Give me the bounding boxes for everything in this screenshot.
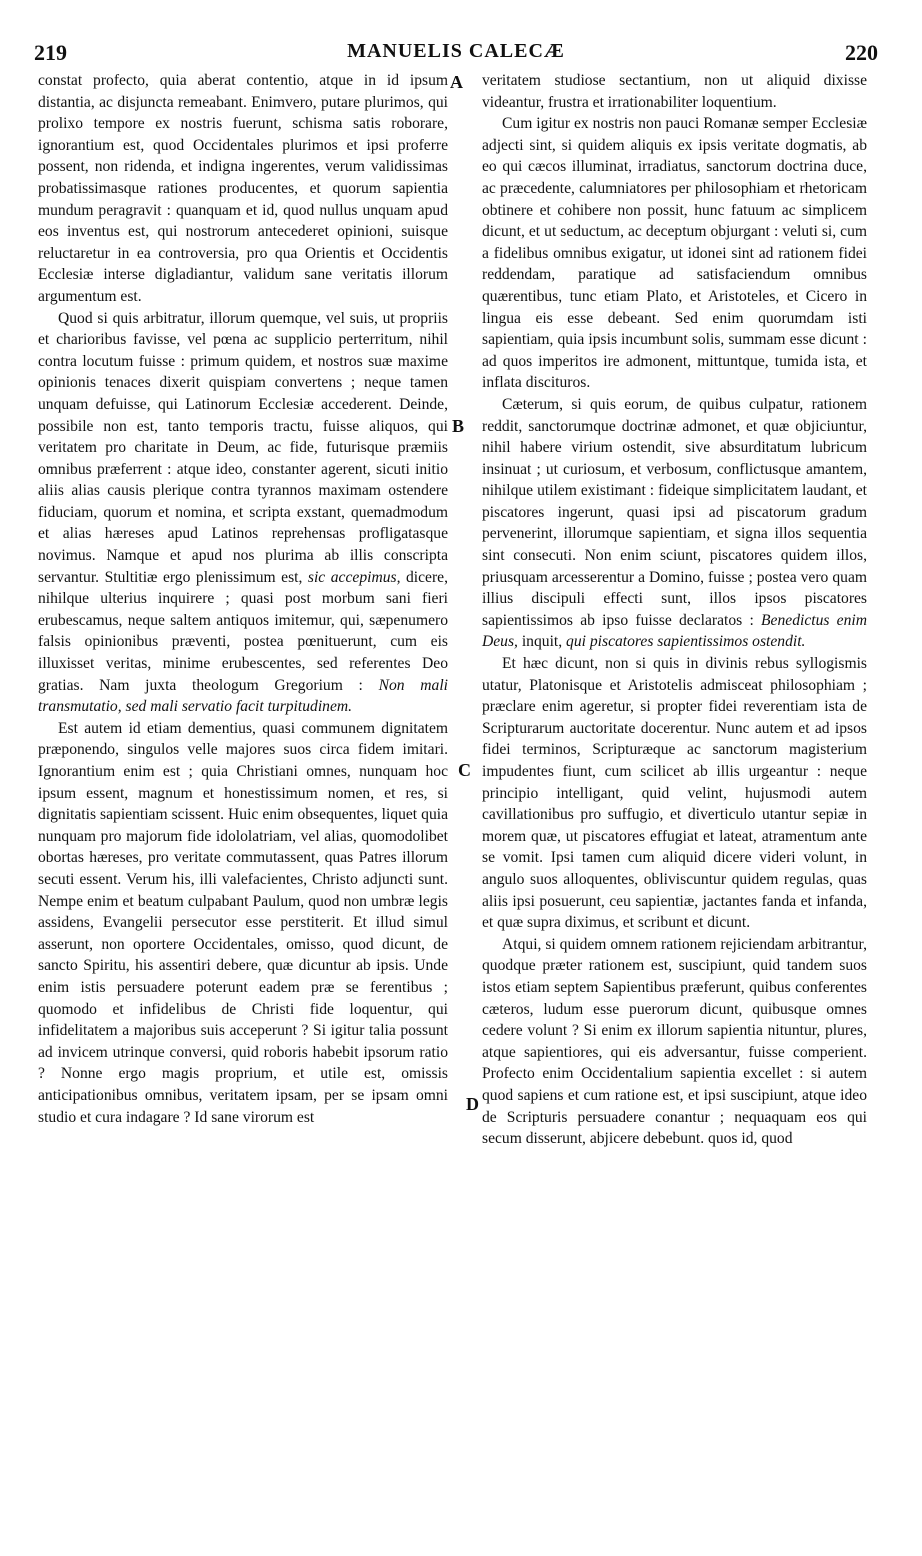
right-paragraph-2: Cum igitur ex nostris non pauci Romanæ semper Ecclesiæ adjecti sint, si quidem aliquis ex ipsis veritate dogmatis, ab eo qui cæcos illuminat, irradiatus, sanctorum doctrina duce, ac præcedente, calumniatores per philosophiam et rhetoricam obtinere et cohibere non possit, hunc fatuum ac simplicem dicunt, et ut seductum, ac deceptum objurgant : veluti si, cum a fidelibus omnibus exigatur, ut idonei sint ad rationem fidei reddendam, paratique ad satisfaciendum omnibus quærentibus, tunc etiam Plato, et Aristoteles, et Cicero in lingua eis esse debeant. Sed enim quorumdam isti sapientiam, quia ipsis incumbunt solis, summam esse dicunt : ad quos imperitos ire admonent, mittuntque, tumida ista, et inflata discituros. (482, 115, 867, 392)
page-number-left: 219 (34, 40, 67, 65)
right-p3-text-b: inquit, (517, 633, 567, 651)
left-p2-text-b: dicere, nihilque ulterius inquirere ; quasi post morbum sani fieri erubescamus, neque saltem antiquos imitemur, qui, sæpenumero falsis opinionibus præventi, postea pœnituerunt, cum eis illuxisset veritas, minime erubescentes, sed referentes Deo gratias. Nam juxta theologum Gregorium : (38, 568, 448, 694)
right-paragraph-5: Atqui, si quidem omnem rationem rejiciendam arbitrantur, quodque præter rationem est, suscipiunt, quid tandem suos istos etiam septem Sapientibus præferunt, quibus conferentes cæteros, ludum esse puerorum dicunt, quibusque omnes cedere volunt ? Si enim ex illorum sapientia nituntur, plures, atque sapientiores, qui eis adversantur, fuisse comperient. Profecto enim Occidentalium sapientia excellet : si autem quod sapiens et cum ratione est, et ipsi suscipiunt, atque ideo de Scripturis persuadere conantur ; nequaquam eos qui secum disserunt, abjicere debebunt. quos id, quod (482, 935, 867, 1148)
left-paragraph-2 (38, 308, 448, 718)
right-paragraph-3 (482, 394, 867, 653)
section-marker-a: A (450, 72, 463, 92)
page-number-right: 220 (845, 40, 878, 65)
right-paragraph-4: Et hæc dicunt, non si quis in divinis rebus syllogismis utatur, Platonisque et Aristotelis admisceat philosophiam ; præclare enim ageretur, si propter fidei reverentiam ista de Scripturarum auctoritate docerentur. Nunc autem et ad ipsos fidei terminos, Scripturæque ac sanctorum magisterium impudentes fiunt, cum scilicet ab illis urgeantur : neque principio intelligant, quid velint, hujusmodi autem cavillationibus pro suffugio, et diverticulo utantur sepiæ in morem quæ, ut piscatores effugiat et lateat, atramentum ante se vomit. Ipsi tamen cum aliquid dicere videri volunt, in angulo suos alloquentes, obliviscuntur quidem regulas, quas aliis ipsi posuerunt, ceu sapientiæ, jactantes fanda et infanda, et quæ supra diximus, et scribunt et dicunt. (482, 655, 867, 932)
left-paragraph-1: constat profecto, quia aberat contentio, atque in id ipsum distantia, ac disjuncta remeabant. Enimvero, putare plurimos, qui prolixo tempore ex nostris fuerunt, schisma satis roborare, ignorantium est, quod Occidentales plurimos et ipsi proferre possent, non ridenda, et indigna ingerentes, verum validissimas probatissimasque rationes producentes, et quorum sapientia mundum peragravit : quanquam et id, quod nullus unquam apud eos inventus est, qui nostrorum antecederet opinioni, suisque reluctaretur in ea controversia, pro qua Orientis et Occidentis Ecclesiæ interse digladiantur, validum sane veritatis illorum argumentum est. (38, 72, 448, 305)
right-p3-italic-1: Benedictus enim Deus, (482, 611, 867, 651)
left-p2-italic-gregory: Non mali transmutatio, sed mali servatio facit turpitudinem. (38, 676, 448, 716)
section-marker-d: D (466, 1094, 479, 1114)
right-column (482, 70, 867, 1150)
right-p3-text-a: Cæterum, si quis eorum, de quibus culpatur, rationem reddit, sanctorumque doctrinæ admonet, et quæ objiciuntur, nihil habere virium ostendit, sive absurditatum lubricum insinuat ; ut curiosum, et verbosum, conflictusque amantem, nihilque utilem existimant : fideique simplicitatem laudant, et piscatores ingerunt, quasi ipsi ad piscatorum gradum pervenerint, illorumque sapientiam, et signa illos sequentia sint consecuti. Non enim sciunt, piscatores quidem illos, priusquam arcesserentur a Domino, fuisse ; postea vero quam illius discipuli effecti sunt, illos ipsos piscatores sapientissimos ab ipso fuisse declaratos : (482, 395, 867, 629)
right-paragraph-1: veritatem studiose sectantium, non ut aliquid dixisse videantur, frustra et irrationabiliter loquentium. (482, 72, 867, 111)
left-paragraph-3: Est autem id etiam dementius, quasi communem dignitatem præponendo, singulos velle majores suos circa fidem imitari. Ignorantium enim est ; quia Christiani omnes, nunquam hoc ipsum essent, magnum et honestissimum nomen, et res, si dignitatis sapientiam scissent. Huic enim obsequentes, liquet quia nunquam pro majorum fide idololatriam, vel alias, quomodolibet obortas hæreses, pro veritate commutassent, quas Patres illorum secuti essent. Verum his, illi valefacientes, Christo adjuncti sunt. Nempe enim et beatum culpabant Paulum, quod non umbræ legis assidens, Evangelii persecutor esse perstiterit. Et illud simul asserunt, non oportere Occidentales, omisso, quod dicunt, de sancto Spiritu, his assentiri debere, quæ dicuntur ab ipsis. Unde enim istis persuadere poterunt eadem præ se ferentibus ; quomodo et infidelibus de Christi fide loquentur, qui infidelitatem a majoribus suis acceperunt ? Si igitur talia possunt ad invicem utrinque conversi, quid roboris habebit ipsorum ratio ? Nonne ergo magis proprium, et utile est, omissis anticipationibus omnibus, veritatem ipsam, per se ipsam omni studio et cura indagare ? Id sane virorum est (38, 719, 448, 1126)
left-p2-italic-quote: sic accepimus, (307, 568, 401, 586)
right-p3-italic-2: qui piscatores sapientissimos ostendit. (566, 633, 806, 651)
section-marker-b: B (452, 416, 465, 436)
running-title: MANUELIS CALECÆ (347, 40, 565, 62)
left-p2-text-a: Quod si quis arbitratur, illorum quemque, vel suis, ut propriis et charioribus favisse, vel pœna ac supplicio perterritum, nihil contra locutum fuisse : primum quidem, et nostros suæ maxime opinionis tenaces dixerit quispiam convertens ; neque tamen unquam defuisse, qui Latinorum Ecclesiæ accederent. Deinde, possibile non est, tanto temporis tractu, fuisse aliquos, qui veritatem pro charitate in Deum, ac fide, futurisque præmiis omnibus præferrent : atque ideo, constanter agerent, sicuti initio aliis alias causis plerique contra tyrannos maximam ostendere fiduciam, quorum et nomina, et scripta exstant, quemadmodum et alias hæreses apud Latinos reprehensas profligatasque novimus. Namque et apud nos plurima ab illis conscripta servantur. Stultitiæ ergo plenissimum est, (38, 309, 448, 586)
left-column (38, 70, 448, 1128)
section-marker-c: C (458, 760, 471, 780)
running-header (34, 40, 878, 70)
